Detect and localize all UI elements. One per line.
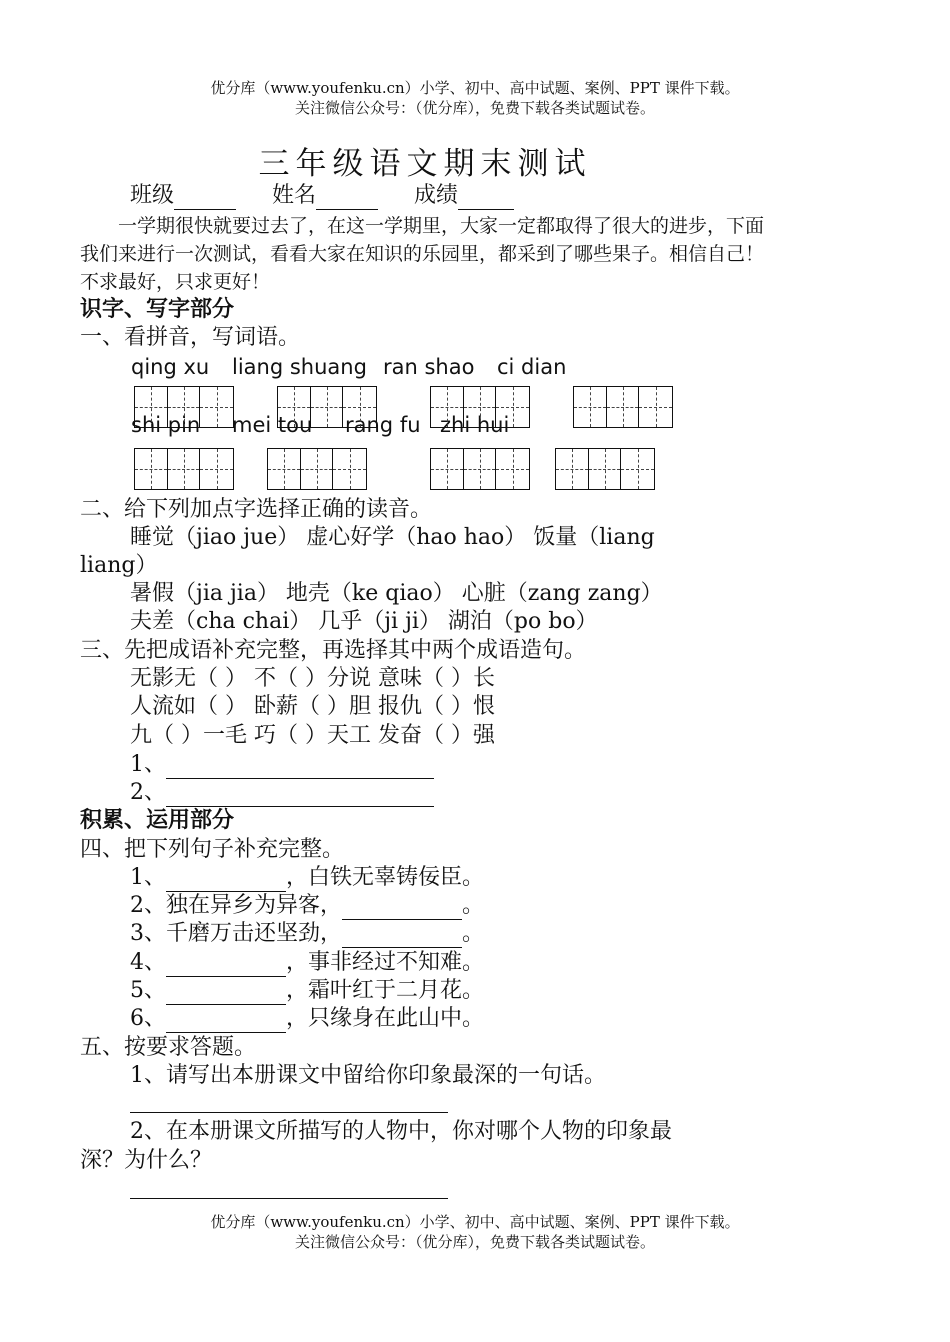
score-field[interactable] xyxy=(458,187,514,210)
q4-item-text: ，白铁无辜铸佞臣。 xyxy=(286,865,485,890)
q4-item-5 xyxy=(130,977,484,1005)
q3-sentence-2-blank[interactable] xyxy=(166,784,434,807)
char-grid[interactable] xyxy=(277,386,377,428)
q3-title: 三、先把成语补充完整，再选择其中两个成语造句。 xyxy=(80,638,587,663)
q5-item-2b: 深？为什么？ xyxy=(80,1148,213,1173)
q3-sentence-2 xyxy=(130,779,434,807)
q3-sentence-1-blank[interactable] xyxy=(166,756,434,779)
grid-cell[interactable] xyxy=(200,449,233,489)
grid-cell[interactable] xyxy=(268,449,301,489)
q4-item-text: ，霜叶红于二月花。 xyxy=(286,978,485,1003)
grid-cell[interactable] xyxy=(496,387,529,427)
q3-sentence-2-num: 2、 xyxy=(130,780,166,805)
pinyin-6: mei tou xyxy=(232,413,313,437)
q1-title: 一、看拼音，写词语。 xyxy=(80,325,301,350)
q4-blank[interactable] xyxy=(166,954,286,977)
grid-cell[interactable] xyxy=(135,387,168,427)
pinyin-1: qing xu xyxy=(131,355,210,379)
q4-blank[interactable] xyxy=(342,925,462,948)
name-label: 姓名 xyxy=(272,183,317,208)
q4-blank[interactable] xyxy=(166,982,286,1005)
q4-item-num: 4、 xyxy=(130,950,166,975)
q3-line-1: 无影无（ ） 不（ ）分说 意味（ ）长 xyxy=(130,666,495,691)
footer-line-1: 优分库（www.youfenku.cn）小学、初中、高中试题、案例、PPT 课件下载。 xyxy=(210,1213,740,1231)
q4-item-text: 独在异乡为异客， xyxy=(166,893,343,918)
char-grid[interactable] xyxy=(430,386,530,428)
grid-cell[interactable] xyxy=(278,387,311,427)
grid-cell[interactable] xyxy=(301,449,334,489)
q4-item-text: ，事非经过不知难。 xyxy=(286,950,485,975)
grid-cell[interactable] xyxy=(589,449,622,489)
pinyin-7: rang fu xyxy=(345,413,421,437)
grid-cell[interactable] xyxy=(607,387,640,427)
name-field[interactable] xyxy=(316,187,378,210)
q4-item-num: 3、 xyxy=(130,921,166,946)
grid-cell[interactable] xyxy=(168,387,201,427)
q4-blank[interactable] xyxy=(166,869,286,892)
q2-line-3: 夫差（cha chai） 几乎（ji ji） 湖泊（po bo） xyxy=(130,609,598,634)
class-field[interactable] xyxy=(174,187,236,210)
grid-cell[interactable] xyxy=(464,387,497,427)
q4-item-num: 1、 xyxy=(130,865,166,890)
q3-line-3: 九（ ）一毛 巧（ ）天工 发奋（ ）强 xyxy=(130,723,495,748)
q5-answer-line-1[interactable] xyxy=(130,1112,448,1113)
q4-blank[interactable] xyxy=(342,897,462,920)
q4-item-4 xyxy=(130,949,484,977)
grid-cell[interactable] xyxy=(431,449,464,489)
student-info xyxy=(130,182,514,210)
q4-item-end: 。 xyxy=(462,921,485,946)
pinyin-3: ran shao xyxy=(383,355,475,379)
q5-answer-line-2[interactable] xyxy=(130,1198,448,1199)
char-grid[interactable] xyxy=(134,386,234,428)
q4-item-text: 千磨万击还坚劲， xyxy=(166,921,343,946)
q2-title: 二、给下列加点字选择正确的读音。 xyxy=(80,497,433,522)
grid-cell[interactable] xyxy=(200,387,233,427)
grid-cell[interactable] xyxy=(496,449,529,489)
q2-line-1b: liang） xyxy=(80,553,158,578)
char-grid[interactable] xyxy=(430,448,530,490)
q5-item-2: 2、在本册课文所描写的人物中，你对哪个人物的印象最 xyxy=(130,1119,672,1144)
char-grid[interactable] xyxy=(267,448,367,490)
q4-blank[interactable] xyxy=(166,1010,286,1033)
q4-item-3 xyxy=(130,920,484,948)
q4-item-end: 。 xyxy=(462,893,485,918)
pinyin-2: liang shuang xyxy=(232,355,367,379)
q5-title: 五、按要求答题。 xyxy=(80,1035,257,1060)
char-grid[interactable] xyxy=(573,386,673,428)
q4-item-num: 5、 xyxy=(130,978,166,1003)
q2-line-1: 睡觉（jiao jue） 虚心好学（hao hao） 饭量（liang xyxy=(130,525,655,550)
q2-line-2: 暑假（jia jia） 地壳（ke qiao） 心脏（zang zang） xyxy=(130,581,663,606)
grid-cell[interactable] xyxy=(135,449,168,489)
q5-item-1: 1、请写出本册课文中留给你印象最深的一句话。 xyxy=(130,1063,606,1088)
score-label: 成绩 xyxy=(414,183,459,208)
grid-cell[interactable] xyxy=(311,387,344,427)
class-label: 班级 xyxy=(130,183,175,208)
grid-cell[interactable] xyxy=(431,387,464,427)
q3-sentence-1 xyxy=(130,751,434,779)
header-line-1: 优分库（www.youfenku.cn）小学、初中、高中试题、案例、PPT 课件下载。 xyxy=(210,79,740,97)
page-title: 三年级语文期末测试 xyxy=(258,146,592,182)
grid-cell[interactable] xyxy=(464,449,497,489)
char-grid[interactable] xyxy=(134,448,234,490)
grid-cell[interactable] xyxy=(343,387,376,427)
grid-cell[interactable] xyxy=(333,449,366,489)
q4-title: 四、把下列句子补充完整。 xyxy=(80,837,345,862)
grid-cell[interactable] xyxy=(556,449,589,489)
grid-cell[interactable] xyxy=(574,387,607,427)
pinyin-5: shi pin xyxy=(131,413,201,437)
pinyin-4: ci dian xyxy=(497,355,567,379)
intro-paragraph: 一学期很快就要过去了，在这一学期里，大家一定都取得了很大的进步，下面我们来进行一次测试，看看大家在知识的乐园里，都采到了哪些果子。相信自己！不求最好，只求更好！ xyxy=(80,215,765,293)
grid-cell[interactable] xyxy=(168,449,201,489)
q4-item-6 xyxy=(130,1005,484,1033)
q4-item-num: 6、 xyxy=(130,1006,166,1031)
q4-item-text: ，只缘身在此山中。 xyxy=(286,1006,485,1031)
grid-cell[interactable] xyxy=(639,387,672,427)
pinyin-8: zhi hui xyxy=(440,413,510,437)
q3-line-2: 人流如（ ） 卧薪（ ）胆 报仇（ ）恨 xyxy=(130,694,495,719)
q4-item-2 xyxy=(130,892,484,920)
q4-item-1 xyxy=(130,864,484,892)
header-line-2: 关注微信公众号：（优分库），免费下载各类试题试卷。 xyxy=(294,99,655,117)
footer-line-2: 关注微信公众号：（优分库），免费下载各类试题试卷。 xyxy=(294,1233,655,1251)
grid-cell[interactable] xyxy=(621,449,654,489)
char-grid[interactable] xyxy=(555,448,655,490)
q4-item-num: 2、 xyxy=(130,893,166,918)
section1-title: 识字、写字部分 xyxy=(80,297,235,322)
section2-title: 积累、运用部分 xyxy=(80,808,235,833)
q3-sentence-1-num: 1、 xyxy=(130,752,166,777)
